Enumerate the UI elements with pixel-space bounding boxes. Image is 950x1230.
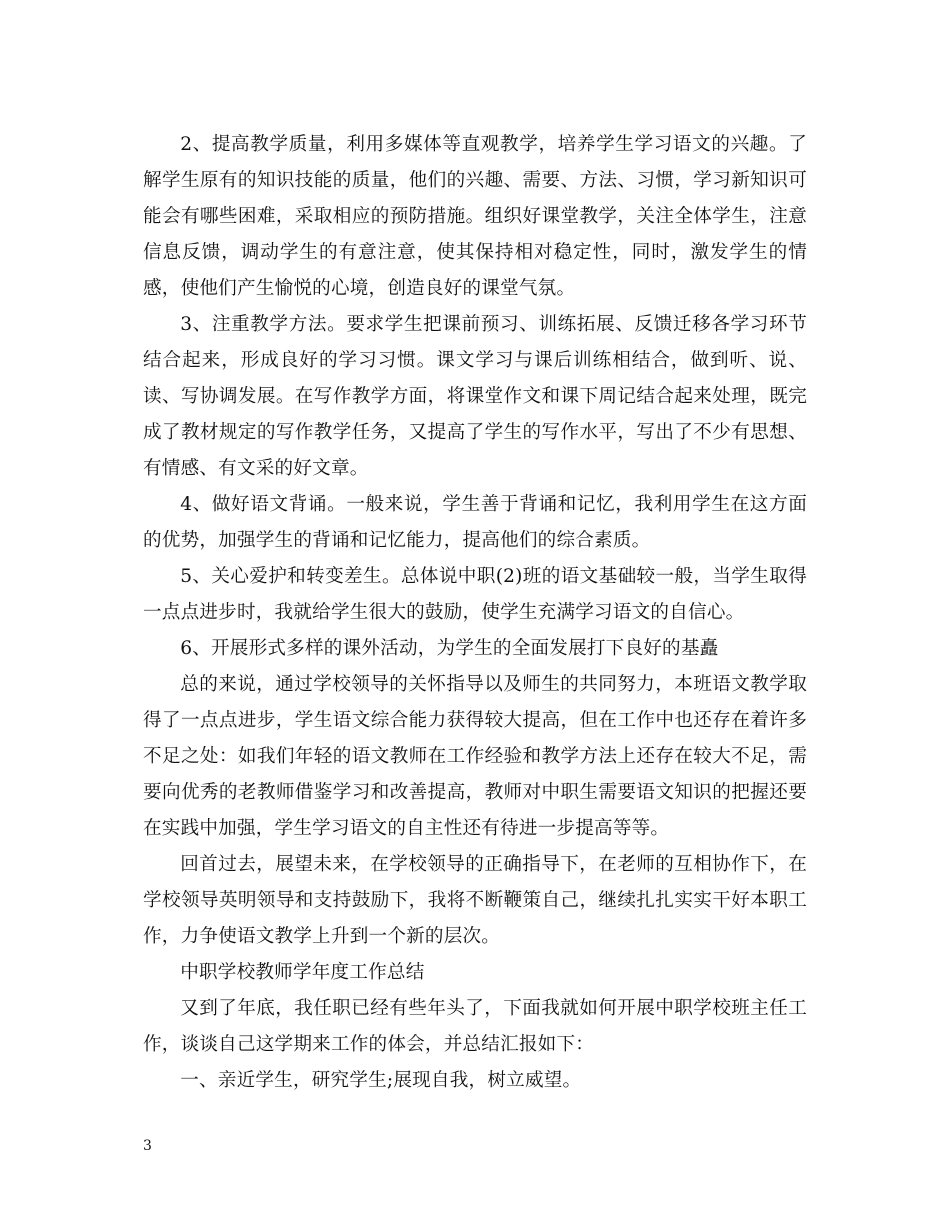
- paragraph-item-3: 3、注重教学方法。要求学生把课前预习、训练拓展、反馈迁移各学习环节结合起来，形成良好的学习习惯。课文学习与课后训练相结合，做到听、说、读、写协调发展。在写作教学方面，将课堂作文和课下周记结合起来处理，既完成了教材规定的写作教学任务，又提高了学生的写作水平，写出了不少有思想、有情感、有文采的好文章。: [143, 314, 807, 479]
- paragraph-intro: 又到了年底，我任职已经有些年头了，下面我就如何开展中职学校班主任工作，谈谈自己这学期来工作的体会，并总结汇报如下：: [143, 998, 807, 1055]
- paragraph-summary: 总的来说，通过学校领导的关怀指导以及师生的共同努力，本班语文教学取得了一点点进步，学生语文综合能力获得较大提高，但在工作中也还存在着许多不足之处：如我们年轻的语文教师在工作经验和教学方法上还存在较大不足，需要向优秀的老教师借鉴学习和改善提高，教师对中职生需要语文知识的把握还要在实践中加强，学生学习语文的自主性还有待进一步提高等等。: [143, 674, 807, 839]
- section-heading: 中职学校教师学年度工作总结: [180, 962, 425, 983]
- paragraph-item-6: 6、开展形式多样的课外活动，为学生的全面发展打下良好的基矗: [180, 638, 719, 659]
- paragraph-item-2: 2、提高教学质量，利用多媒体等直观教学，培养学生学习语文的兴趣。了解学生原有的知识技能的质量，他们的兴趣、需要、方法、习惯，学习新知识可能会有哪些困难，采取相应的预防措施。组织好课堂教学，关注全体学生，注意信息反馈，调动学生的有意注意，使其保持相对稳定性，同时，激发学生的情感，使他们产生愉悦的心境，创造良好的课堂气氛。: [143, 134, 807, 299]
- document-body: [143, 127, 807, 1099]
- paragraph-point-1: 一、亲近学生，研究学生;展现自我，树立威望。: [180, 1070, 582, 1091]
- paragraph-outlook: 回首过去，展望未来，在学校领导的正确指导下，在老师的互相协作下，在学校领导英明领导和支持鼓励下，我将不断鞭策自己，继续扎扎实实干好本职工作，力争使语文教学上升到一个新的层次。: [143, 854, 807, 947]
- paragraph-item-4: 4、做好语文背诵。一般来说，学生善于背诵和记忆，我利用学生在这方面的优势，加强学生的背诵和记忆能力，提高他们的综合素质。: [143, 494, 807, 551]
- paragraph-item-5: 5、关心爱护和转变差生。总体说中职(2)班的语文基础较一般，当学生取得一点点进步时，我就给学生很大的鼓励，使学生充满学习语文的自信心。: [143, 566, 807, 623]
- page-number: 3: [143, 1138, 152, 1154]
